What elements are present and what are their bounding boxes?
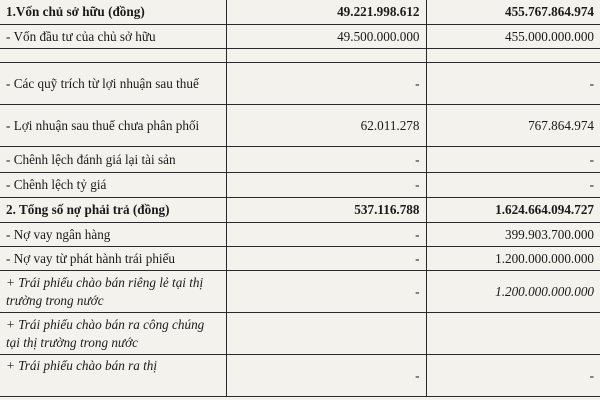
- row-value-1: -: [226, 223, 426, 247]
- row-value-1: -: [226, 63, 426, 105]
- row-value-2: -: [426, 355, 600, 397]
- row-label: + Trái phiếu chào bán riêng lẻ tại thị trường trong nước: [0, 271, 226, 313]
- row-value-1: -: [226, 247, 426, 271]
- row-label: - Nợ vay từ phát hành trái phiếu: [0, 247, 226, 271]
- row-value-2: 455.767.864.974: [426, 0, 600, 25]
- table-row-private-bonds: [0, 271, 600, 313]
- row-value-2: -: [426, 173, 600, 198]
- table-row-bond-loans: [0, 247, 600, 271]
- table-row-equity: [0, 0, 600, 25]
- table-row-undistributed-profit: [0, 105, 600, 147]
- table-row-bank-loans: [0, 223, 600, 247]
- table-row-blank: [0, 49, 600, 63]
- row-value-1: -: [226, 147, 426, 173]
- row-label: - Lợi nhuận sau thuế chưa phân phối: [0, 105, 226, 147]
- row-label: + Trái phiếu chào bán ra thị: [0, 355, 226, 397]
- table-row-retained-funds: [0, 63, 600, 105]
- table-row-fx-difference: [0, 173, 600, 198]
- row-value-1: [226, 49, 426, 63]
- row-value-1: 62.011.278: [226, 105, 426, 147]
- row-value-2: [426, 313, 600, 355]
- row-label: 1.Vốn chủ sở hữu (đồng): [0, 0, 226, 25]
- table-row-total-liabilities: [0, 198, 600, 223]
- row-label: - Các quỹ trích từ lợi nhuận sau thuế: [0, 63, 226, 105]
- row-label: - Vốn đầu tư của chủ sở hữu: [0, 25, 226, 49]
- table-row-owner-investment: [0, 25, 600, 49]
- row-value-1: 49.221.998.612: [226, 0, 426, 25]
- row-value-1: -: [226, 271, 426, 313]
- row-value-1: -: [226, 173, 426, 198]
- row-label: [0, 49, 226, 63]
- row-value-2: 1.624.664.094.727: [426, 198, 600, 223]
- row-label: - Nợ vay ngân hàng: [0, 223, 226, 247]
- row-value-2: 767.864.974: [426, 105, 600, 147]
- row-label: + Trái phiếu chào bán ra công chúng tại thị trường trong nước: [0, 313, 226, 355]
- row-value-2: [426, 49, 600, 63]
- row-value-2: -: [426, 147, 600, 173]
- row-label: 2. Tổng số nợ phải trả (đồng): [0, 198, 226, 223]
- row-value-2: 1.200.000.000.000: [426, 271, 600, 313]
- row-value-1: 49.500.000.000: [226, 25, 426, 49]
- table-row-public-bonds: [0, 313, 600, 355]
- table-row-foreign-bonds: [0, 355, 600, 397]
- row-value-2: 455.000.000.000: [426, 25, 600, 49]
- table-row-asset-revaluation: [0, 147, 600, 173]
- row-value-2: 1.200.000.000.000: [426, 247, 600, 271]
- row-value-1: [226, 313, 426, 355]
- row-value-2: 399.903.700.000: [426, 223, 600, 247]
- row-value-2: -: [426, 63, 600, 105]
- row-label: - Chênh lệch đánh giá lại tài sản: [0, 147, 226, 173]
- row-label: - Chênh lệch tỷ giá: [0, 173, 226, 198]
- row-value-1: -: [226, 355, 426, 397]
- row-value-1: 537.116.788: [226, 198, 426, 223]
